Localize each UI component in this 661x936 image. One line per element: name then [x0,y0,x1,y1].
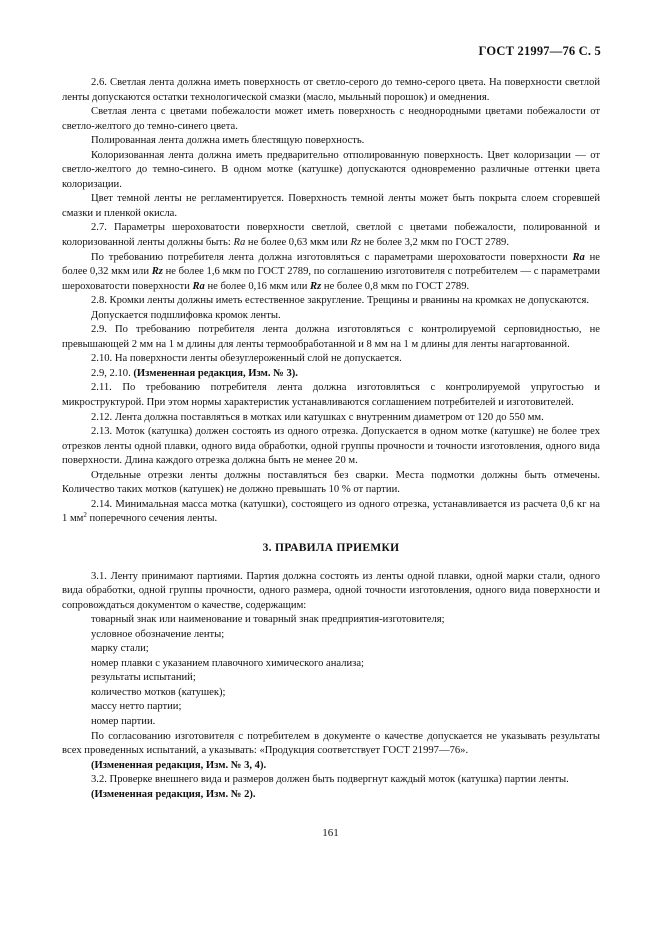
text-fragment: не более 1,6 мкм по ГОСТ 2789, по соглашению изготовителя с потребителем — с параметрами шероховатости поверхности [62,266,600,292]
list-item: марку стали; [91,643,149,655]
list-item: количество мотков (катушек); [91,686,226,698]
paragraph-2-6-tarnish: Светлая лента с цветами побежалости может иметь поверхность с неоднородными цветами побежалости от светло-желтого до темно-синего цвета. [62,106,600,132]
symbol-rz: Rz [151,266,163,278]
text-fragment: 2.14. Минимальная масса мотка (катушки), состоящего из одного отрезка, устанавливается из расчета 0,6 кг на 1 мм [62,498,600,525]
amendment-note: (Измененная редакция, Изм. № 2). [91,788,256,800]
paragraph-2-14 [62,498,600,527]
paragraph-2-7 [62,221,600,250]
paragraph-2-12: 2.12. Лента должна поставляться в мотках или катушках с внутренним диаметром от 120 до 550 мм. [91,411,544,423]
list-item: номер плавки с указанием плавочного химического анализа; [91,657,365,669]
document-body [62,76,600,802]
paragraph-2-6-polished: Полированная лента должна иметь блестящую поверхность. [91,135,365,147]
list-item: товарный знак или наименование и товарный знак предприятия-изготовителя; [91,614,445,626]
text-fragment: не более 0,16 мкм или [204,280,311,292]
text-fragment: не более 3,2 мкм по ГОСТ 2789. [361,237,509,249]
text-fragment: поперечного сечения ленты. [86,513,218,525]
paragraph-2-13: 2.13. Моток (катушка) должен состоять из одного отрезка. Допускается в одном мотке (катушке) не более трех отрезков ленты одной плавки, одного вида обработки, одной группы прочности и точности изготовления, одного вида поверхности. Длина каждого отрезка должна быть не менее 20 м. [62,426,600,467]
paragraph-2-8: 2.8. Кромки ленты должны иметь естественное закругление. Трещины и рванины на кромках не допускаются. [91,295,589,307]
amendment-note: (Измененная редакция, Изм. № 3). [133,367,298,379]
superscript: 2 [83,511,87,520]
symbol-ra: Ra [233,237,246,249]
symbol-ra: Ra [572,251,585,263]
list-item: условное обозначение ленты; [91,628,225,640]
text-fragment: По требованию потребителя лента должна изготовляться с параметрами шероховатости поверхности [91,251,573,263]
page-number: 161 [322,827,339,839]
paragraph-3-1-agreement: По согласованию изготовителя с потребителем в документе о качестве допускается не указывать результаты всех проведенных испытаний, а указывать: «Продукция соответствует ГОСТ 21997—76». [62,730,600,757]
symbol-rz: Rz [350,237,362,249]
paragraph-2-9-2-10-amendment [62,367,600,382]
page-header: ГОСТ 21997—76 С. 5 [478,44,601,58]
amendment-note: (Измененная редакция, Изм. № 3, 4). [91,759,267,771]
text-fragment: не более 0,32 мкм или [62,251,600,278]
text-fragment: 2.7. Параметры шероховатости поверхности светлой, светлой с цветами побежалости, полированной и колоризованной ленты должны быть: [62,222,600,249]
paragraph-3-1: 3.1. Ленту принимают партиями. Партия должна состоять из ленты одной плавки, одной марки стали, одного вида обработки, одной группы прочности, одного размера, одной точности изготовления, одного вида поверхности и сопровождаться документом о качестве, содержащим: [62,570,600,611]
list-item: массу нетто партии; [91,701,182,713]
paragraph-2-11: 2.11. По требованию потребителя лента должна изготовляться с контролируемой упругостью и микроструктурой. При этом нормы характеристик устанавливаются соглашением потребителей и изготовителей. [62,382,600,409]
paragraph-2-6-dark: Цвет темной ленты не регламентируется. Поверхность темной ленты может быть покрыта слоем сгоревшей смазки и пленкой окисла. [62,193,600,219]
paragraph-2-13-segments: Отдельные отрезки ленты должны поставляться без сварки. Места подмотки должны быть отмечены. Количество таких мотков (катушек) не должно превышать 10 % от партии. [62,469,600,496]
paragraph-2-9: 2.9. По требованию потребителя лента должна изготовляться с контролируемой серповидностью, не превышающей 2 мм на 1 м длины для ленты термообработанной и 8 мм на 1 м длины для ленты нагартованной. [62,324,600,350]
symbol-ra: Ra [192,280,205,292]
paragraph-2-7-custom [62,251,600,295]
paragraph-2-6-colorized: Колоризованная лента должна иметь предварительно отполированную поверхность. Цвет колоризации — от светло-желтого до темно-синего. В одном мотке (катушке) допускаются одновременно различные оттенки цвета колоризации. [62,149,600,190]
section-heading-3: 3. ПРАВИЛА ПРИЕМКИ [262,541,400,554]
paragraph-2-6: 2.6. Светлая лента должна иметь поверхность от светло-серого до темно-серого цвета. На поверхности светлой ленты допускаются остатки технологической смазки (масло, мыльный порошок) и омеднения. [62,77,600,103]
paragraph-2-10: 2.10. На поверхности ленты обезуглероженный слой не допускается. [91,353,402,365]
paragraph-3-2: 3.2. Проверке внешнего вида и размеров должен быть подвергнут каждый моток (катушка) партии ленты. [91,774,569,786]
list-item: номер партии. [91,715,156,727]
text-fragment: не более 0,8 мкм по ГОСТ 2789. [321,280,470,292]
text-fragment: не более 0,63 мкм или [245,237,351,249]
paragraph-2-8-grinding: Допускается подшлифовка кромок ленты. [91,309,281,321]
symbol-rz: Rz [310,280,322,292]
list-item: результаты испытаний; [91,672,196,684]
text-fragment: 2.9, 2.10. [91,367,134,379]
